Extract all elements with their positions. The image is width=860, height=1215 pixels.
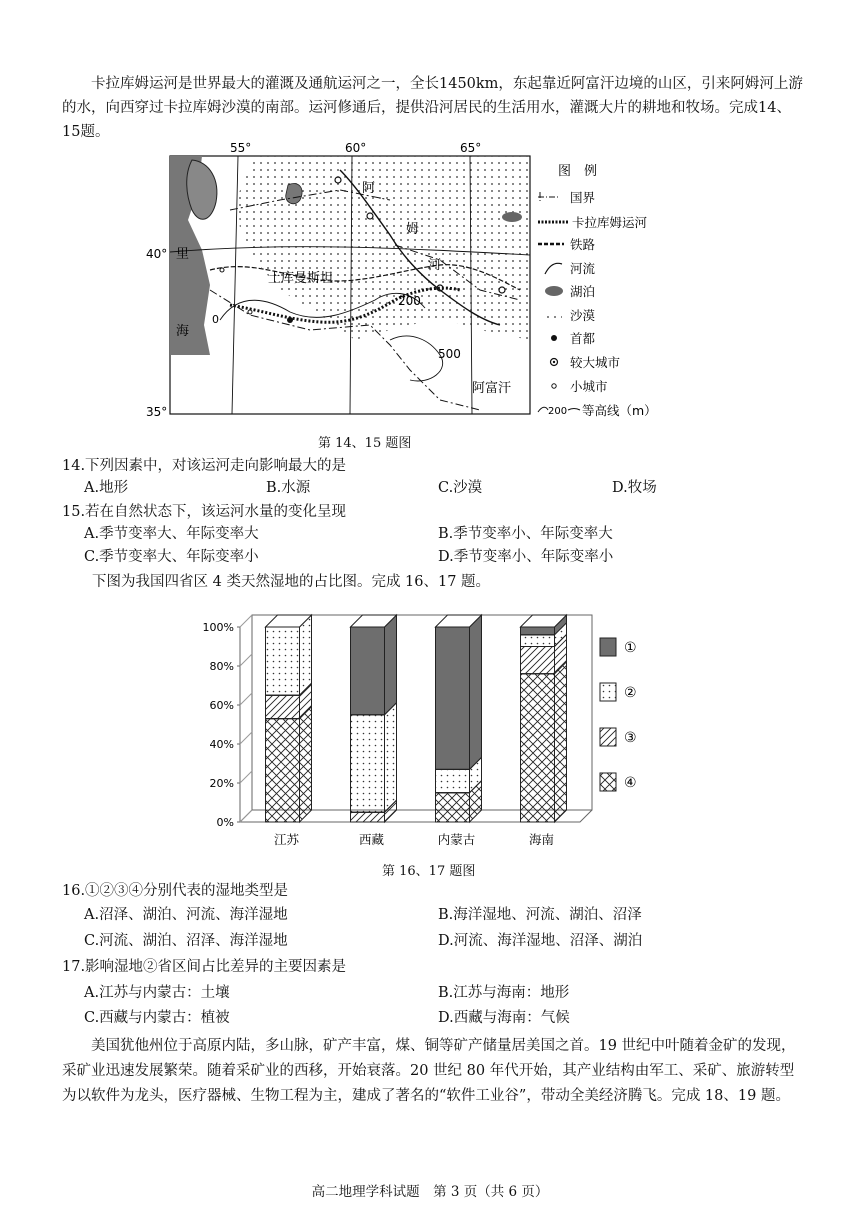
- wetland-stacked-bar-chart: [200, 600, 680, 860]
- bar-segment-2-0: [436, 615, 482, 769]
- lon-label-65: 65°: [460, 141, 482, 155]
- lake-aral: [286, 183, 302, 203]
- q14-option-c[interactable]: C.沙漠: [438, 480, 483, 496]
- q17-option-b[interactable]: B.江苏与海南：地形: [438, 985, 570, 1001]
- q17-stem: 17.影响湿地②省区间占比差异的主要因素是: [62, 959, 347, 975]
- map-legend: [538, 164, 657, 418]
- y-gridline: [240, 771, 252, 783]
- q14-stem: 14.下列因素中，对该运河走向影响最大的是: [62, 458, 347, 474]
- legend-label-capital: 首都: [570, 331, 596, 346]
- y-tick-label: 0%: [216, 816, 234, 829]
- label-afghanistan: 阿富汗: [472, 381, 512, 396]
- y-tick-label: 60%: [209, 699, 234, 712]
- legend-title: 图 例: [558, 164, 598, 179]
- lake-east: [502, 212, 522, 222]
- legend-label-lake: 湖泊: [570, 284, 596, 299]
- legend-label-river: 河流: [570, 261, 596, 276]
- legend-label-large-city: 较大城市: [570, 355, 621, 370]
- q16-option-b[interactable]: B.海洋湿地、河流、湖泊、沼泽: [438, 907, 642, 923]
- y-gridline: [240, 732, 252, 744]
- q15-stem: 15.若在自然状态下，该运河水量的变化呈现: [62, 504, 347, 520]
- q14-option-d[interactable]: D.牧场: [612, 480, 657, 496]
- legend-swatch-0: [600, 638, 616, 656]
- lon-label-60: 60°: [345, 141, 367, 155]
- label-contour-500: 500: [438, 347, 461, 361]
- label-contour-200: 200: [398, 294, 421, 308]
- q17-option-c[interactable]: C.西藏与内蒙古：植被: [84, 1010, 230, 1026]
- legend-label-2: ③: [624, 730, 637, 746]
- label-caspian-1: 里: [176, 247, 190, 262]
- bar-segment-1-0: [351, 615, 397, 715]
- legend-swatch-2: [600, 728, 616, 746]
- legend-label-border: 国界: [570, 190, 596, 205]
- q15-option-a[interactable]: A.季节变率大、年际变率大: [84, 526, 259, 542]
- x-category-label: 西藏: [358, 832, 385, 847]
- q16-stem: 16.①②③④分别代表的湿地类型是: [62, 883, 289, 899]
- canal-map: [140, 140, 700, 430]
- chart-caption: 第 16、17 题图: [382, 864, 476, 879]
- y-gridline: [240, 615, 252, 627]
- q15-option-d[interactable]: D.季节变率小、年际变率小: [438, 549, 614, 565]
- label-turkmenistan: 土库曼斯坦: [268, 271, 334, 286]
- x-category-label: 海南: [528, 832, 555, 847]
- label-caspian-2: 海: [176, 324, 190, 339]
- q14-option-b[interactable]: B.水源: [266, 480, 311, 496]
- legend-label-railway: 铁路: [570, 237, 596, 252]
- river-icon: [545, 263, 562, 274]
- lat-label-40: 40°: [146, 247, 168, 261]
- q14-option-a[interactable]: A.地形: [84, 480, 129, 496]
- legend-swatch-3: [600, 773, 616, 791]
- y-gridline: [240, 810, 252, 822]
- border-icon: [538, 192, 558, 202]
- legend-label-0: ①: [624, 640, 637, 656]
- q16-option-a[interactable]: A.沼泽、湖泊、河流、海洋湿地: [84, 907, 288, 923]
- q17-option-d[interactable]: D.西藏与海南：气候: [438, 1010, 570, 1026]
- legend-contour-sample: 200: [548, 406, 568, 417]
- bar-segment-1-1: [351, 703, 397, 813]
- x-category-label: 江苏: [273, 832, 300, 847]
- passage-wetland: 下图为我国四省区 4 类天然湿地的占比图。完成 16、17 题。: [92, 574, 491, 590]
- lat-label-35: 35°: [146, 405, 168, 419]
- y-gridline: [240, 693, 252, 705]
- legend-label-3: ④: [624, 775, 637, 791]
- legend-label-desert: 沙漠: [570, 308, 596, 323]
- page-footer: 高二地理学科试题 第 3 页（共 6 页）: [311, 1184, 549, 1200]
- q15-option-c[interactable]: C.季节变率大、年际变率小: [84, 549, 259, 565]
- q17-option-a[interactable]: A.江苏与内蒙古：土壤: [84, 985, 230, 1001]
- label-contour-0: 0: [212, 313, 219, 326]
- lake-icon: [545, 286, 563, 296]
- y-tick-label: 40%: [209, 738, 234, 751]
- legend-swatch-1: [600, 683, 616, 701]
- legend-label-small-city: 小城市: [570, 379, 608, 394]
- passage-canal: 卡拉库姆运河是世界最大的灌溉及通航运河之一，全长1450km，东起靠近阿富汗边境的山区，引来阿姆河上游的水，向西穿过卡拉库姆沙漠的南部。运河修通后，提供沿河居民的生活用水，灌溉大片的耕地和牧场。完成14、15题。: [62, 76, 803, 140]
- x-category-label: 内蒙古: [437, 832, 476, 847]
- q15-option-b[interactable]: B.季节变率小、年际变率大: [438, 526, 613, 542]
- label-amu-1: 阿: [362, 181, 376, 196]
- legend-label-canal: 卡拉库姆运河: [572, 215, 648, 230]
- lon-label-55: 55°: [230, 141, 252, 155]
- y-tick-label: 20%: [209, 777, 234, 790]
- bar-segment-3-3: [521, 662, 567, 822]
- small-city-icon: [552, 384, 556, 388]
- label-amu-3: 河: [428, 258, 442, 273]
- q16-option-c[interactable]: C.河流、湖泊、沼泽、海洋湿地: [84, 933, 288, 949]
- map-caption: 第 14、15 题图: [318, 436, 412, 451]
- q16-option-d[interactable]: D.河流、海洋湿地、沼泽、湖泊: [438, 933, 643, 949]
- y-tick-label: 80%: [209, 660, 234, 673]
- legend-label-1: ②: [624, 685, 637, 701]
- label-amu-2: 姆: [406, 222, 420, 237]
- capital-icon: [551, 335, 557, 341]
- y-tick-label: 100%: [202, 621, 234, 634]
- desert-icon: [544, 311, 562, 321]
- map-frame: [170, 156, 530, 414]
- bar-segment-0-3: [266, 707, 312, 822]
- y-gridline: [240, 654, 252, 666]
- legend-label-contour: 等高线（m）: [582, 403, 657, 418]
- passage-utah: 美国犹他州位于高原内陆，多山脉，矿产丰富，煤、铜等矿产储量居美国之首。19 世纪中叶随着金矿的发现，采矿业迅速发展繁荣。随着采矿业的西移，开始衰落。20 世纪 80 年代开始，其产业结构由军工、采矿、旅游转型为以软件为龙头，医疗器械、生物工程为主，建成了著名的“软件工业谷”，带动全美经济腾飞。完成 18、19 题。: [62, 1038, 796, 1104]
